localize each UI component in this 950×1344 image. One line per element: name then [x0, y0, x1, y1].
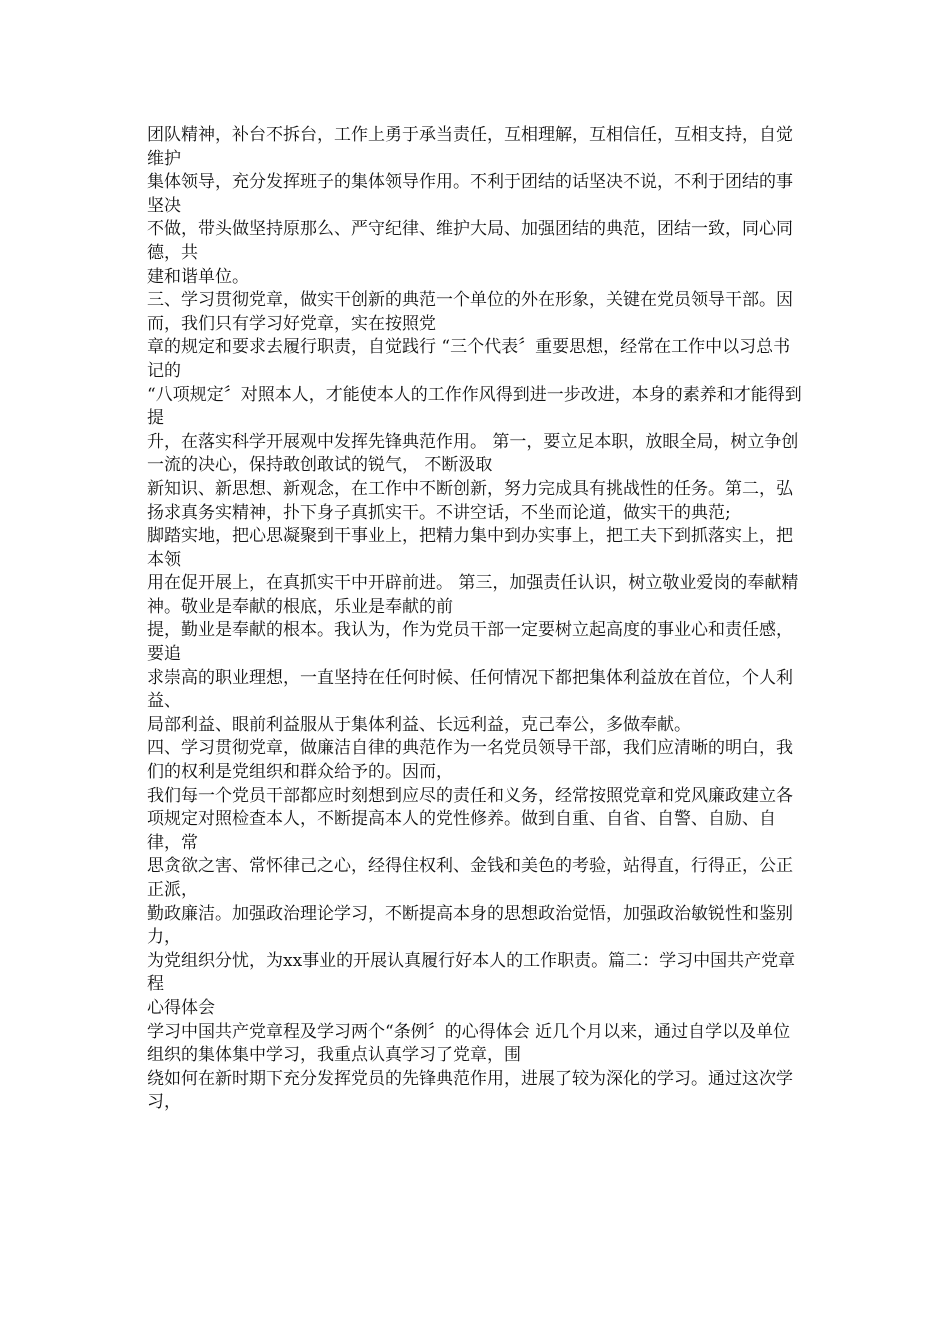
text-line-22: 学习中国共产党章程及学习两个“条例〞的心得体会 近几个月以来，通过自学以及单位组织的集体集中学习，我重点认真学习了党章，围	[147, 1021, 791, 1066]
text-line-7: “八项规定〞对照本人，才能使本人的工作作风得到进一步改进，本身的素养和才能得到提	[147, 384, 802, 429]
text-line-2: 集体领导，充分发挥班子的集体领导作用。不利于团结的话坚决不说，不利于团结的事坚决	[147, 172, 793, 216]
section-three-heading: 三、学习贯彻党章，做实干创新的典范一个单位的外在形象，关键在党员领导干部。因而，我们只有学习好党章，实在按照党	[147, 290, 793, 334]
section-four-heading: 四、学习贯彻党章，做廉洁自律的典范作为一名党员领导干部，我们应清晰的明白，我们的权利是党组织和群众给予的。因而，	[147, 738, 793, 783]
text-line-1: 团队精神，补台不拆台，工作上勇于承当责任，互相理解，互相信任，互相支持，自觉维护	[147, 125, 793, 169]
text-line-17: 项规定对照检查本人，不断提高本人的党性修养。做到自重、自省、自警、自励、自律，常	[147, 809, 776, 853]
text-line-23: 绕如何在新时期下充分发挥党员的先锋典范作用，进展了较为深化的学习。通过这次学习，	[147, 1068, 793, 1113]
text-line-20: 为党组织分忧，为xx事业的开展认真履行好本人的工作职责。篇二：学习中国共产党章程	[147, 950, 796, 995]
text-line-19: 勤政廉洁。加强政治理论学习，不断提高本身的思想政治觉悟，加强政治敏锐性和鉴别力，	[147, 903, 793, 948]
text-line-9: 新知识、新思想、新观念，在工作中不断创新，努力完成具有挑战性的任务。第二，弘扬求真务实精神，扑下身子真抓实干。不讲空话，不坐而论道，做实干的典范;	[147, 478, 793, 523]
text-line-21: 心得体会	[147, 997, 215, 1018]
text-line-12: 提，勤业是奉献的根本。我认为，作为党员干部一定要树立起高度的事业心和责任感，要追	[147, 620, 793, 665]
text-line-14: 局部利益、眼前利益服从于集体利益、长远利益，克己奉公，多做奉献。	[147, 714, 691, 735]
text-line-6: 章的规定和要求去履行职责，自觉践行 “三个代表〞重要思想，经常在工作中以习总书记的	[147, 337, 791, 381]
text-line-16: 我们每一个党员干部都应时刻想到应尽的责任和义务，经常按照党章和党风廉政建立各	[147, 785, 793, 806]
text-line-10: 脚踏实地，把心思凝聚到干事业上，把精力集中到办实事上，把工夫下到抓落实上，把本领	[147, 526, 793, 570]
text-line-4: 建和谐单位。	[147, 266, 249, 287]
text-line-11: 用在促开展上，在真抓实干中开辟前进。 第三，加强责任认识，树立敬业爱岗的奉献精神。敬业是奉献的根底，乐业是奉献的前	[147, 573, 799, 617]
text-line-3: 不做，带头做坚持原那么、严守纪律、维护大局、加强团结的典范，团结一致，同心同德，共	[147, 219, 793, 263]
text-line-13: 求崇高的职业理想，一直坚持在任何时候、任何情况下都把集体利益放在首位，个人利益、	[147, 667, 793, 712]
text-line-18: 思贪欲之害、常怀律己之心，经得住权利、金钱和美色的考验，站得直，行得正，公正正派，	[147, 856, 793, 900]
document-body	[147, 124, 807, 1115]
text-line-8: 升，在落实科学开展观中发挥先锋典范作用。 第一，要立足本职，放眼全局，树立争创一流的决心，保持敢创敢试的锐气， 不断汲取	[147, 431, 799, 476]
